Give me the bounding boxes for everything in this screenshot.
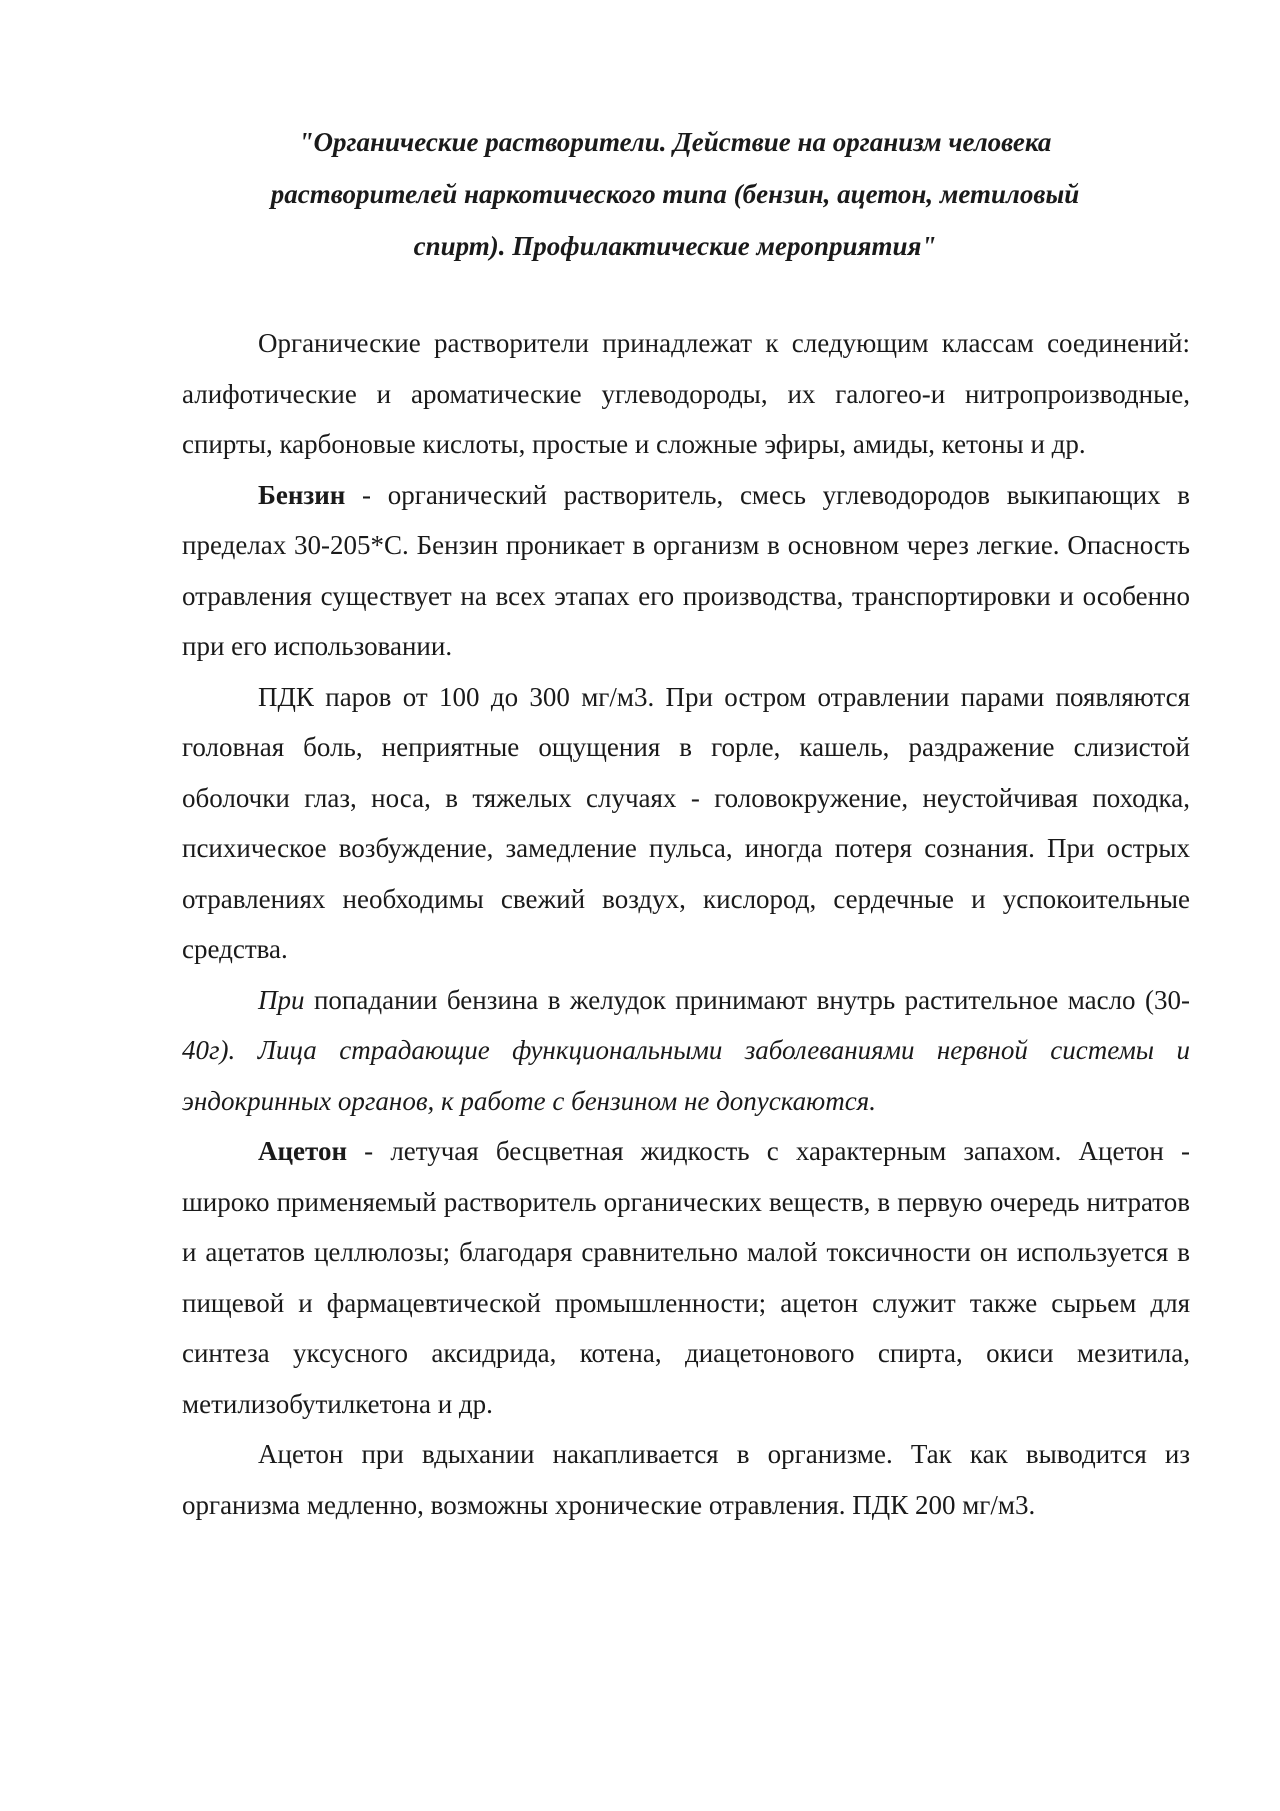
paragraph-stomach-text: попадании бензина в желудок принимают внутрь растительное масло (30- — [304, 984, 1190, 1015]
paragraph-benzine — [182, 470, 1190, 672]
paragraph-acetone-text: - летучая бесцветная жидкость с характерным запахом. Ацетон - широко применяемый растворитель органических веществ, в первую очередь нитратов и ацетатов целлюлозы; благодаря сравнительно малой токсичности он используется в пищевой и фармацевтической промышленности; ацетон служит также сырьем для синтеза уксусного аксидрида, котена, диацетонового спирта, окиси мезитила, метилизобутилкетона и др. — [182, 1136, 1190, 1419]
paragraph-acetone — [182, 1126, 1190, 1429]
paragraph-stomach-italic: 40г). Лица страдающие функциональными заболеваниями нервной системы и эндокринных органов, к работе с бензином не допускаются. — [182, 1035, 1190, 1116]
paragraph-benzine-stomach — [182, 975, 1190, 1127]
document-title: "Органические растворители. Действие на организм человека растворителей наркотического типа (бензин, ацетон, метиловый спирт). Профилактические мероприятия" — [270, 127, 1080, 261]
paragraph-organic-solvents: Органические растворители принадлежат к следующим классам соединений: алифотические и ароматические углеводороды, их галогео-и нитропроизводные, спирты, карбоновые кислоты, простые и сложные эфиры, амиды, кетоны и др. — [182, 328, 1190, 459]
term-benzine: Бензин — [258, 479, 346, 510]
italic-word: При — [258, 984, 305, 1015]
term-acetone: Ацетон — [258, 1136, 348, 1166]
paragraph-acetone-inhalation: Ацетон при вдыхании накапливается в организме. Так как выводится из организма медленно, возможны хронические отравления. ПДК 200 мг/м3. — [182, 1439, 1190, 1520]
paragraph-benzine-pdk: ПДК паров от 100 до 300 мг/м3. При остром отравлении парами появляются головная боль, неприятные ощущения в горле, кашель, раздражение слизистой оболочки глаз, носа, в тяжелых случаях - головокружение, неустойчивая походка, психическое возбуждение, замедление пульса, иногда потеря сознания. При острых отравлениях необходимы свежий воздух, кислород, сердечные и успокоительные средства. — [182, 681, 1190, 964]
paragraph-benzine-text: - органический растворитель, смесь углеводородов выкипающих в пределах 30-205*С. Бензин проникает в организм в основном через легкие. Опасность отравления существует на всех этапах его производства, транспортировки и особенно при его использовании. — [182, 479, 1190, 661]
